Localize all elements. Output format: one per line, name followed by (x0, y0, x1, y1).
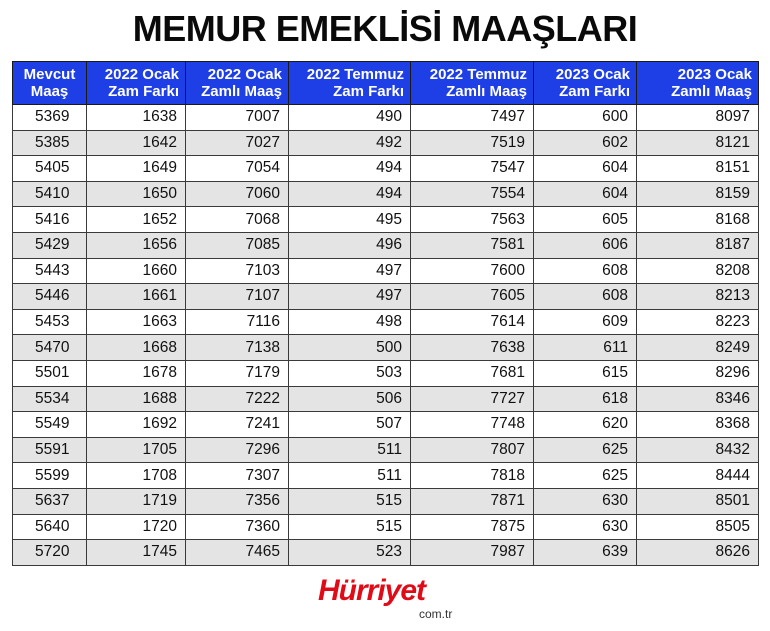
logo-domain: com.tr (419, 607, 453, 621)
table-cell: 7875 (411, 514, 534, 540)
table-cell: 1661 (87, 284, 186, 310)
table-cell: 515 (289, 488, 411, 514)
table-cell: 500 (289, 335, 411, 361)
table-cell: 8213 (637, 284, 759, 310)
salary-table (12, 61, 759, 566)
table-cell: 5429 (13, 232, 87, 258)
table-cell: 1660 (87, 258, 186, 284)
table-cell: 5443 (13, 258, 87, 284)
table-cell: 8121 (637, 130, 759, 156)
table-cell: 515 (289, 514, 411, 540)
table-cell: 1708 (87, 463, 186, 489)
table-cell: 7605 (411, 284, 534, 310)
table-cell: 611 (534, 335, 637, 361)
logo-wordmark: Hürriyet (318, 574, 426, 607)
table-cell: 618 (534, 386, 637, 412)
table-row (13, 207, 759, 233)
table-cell: 7554 (411, 181, 534, 207)
table-header-row (13, 62, 759, 105)
table-cell: 7465 (186, 540, 289, 566)
table-cell: 630 (534, 488, 637, 514)
table-row (13, 514, 759, 540)
table-cell: 1638 (87, 105, 186, 131)
table-row (13, 540, 759, 566)
table-cell: 600 (534, 105, 637, 131)
table-cell: 506 (289, 386, 411, 412)
table-cell: 5385 (13, 130, 87, 156)
table-cell: 608 (534, 258, 637, 284)
table-cell: 7614 (411, 309, 534, 335)
table-cell: 7296 (186, 437, 289, 463)
table-cell: 1663 (87, 309, 186, 335)
table-cell: 8626 (637, 540, 759, 566)
table-cell: 1656 (87, 232, 186, 258)
table-row (13, 284, 759, 310)
table-cell: 625 (534, 463, 637, 489)
table-cell: 7581 (411, 232, 534, 258)
table-cell: 8223 (637, 309, 759, 335)
table-cell: 1678 (87, 360, 186, 386)
table-cell: 609 (534, 309, 637, 335)
table-cell: 639 (534, 540, 637, 566)
table-cell: 8097 (637, 105, 759, 131)
table-cell: 7116 (186, 309, 289, 335)
table-row (13, 156, 759, 182)
table-cell: 494 (289, 156, 411, 182)
table-cell: 8159 (637, 181, 759, 207)
table-cell: 7307 (186, 463, 289, 489)
table-cell: 602 (534, 130, 637, 156)
table-cell: 7103 (186, 258, 289, 284)
table-cell: 7085 (186, 232, 289, 258)
table-cell: 1652 (87, 207, 186, 233)
table-cell: 7807 (411, 437, 534, 463)
header-2022-jul-salary: 2022 Temmuz Zamlı Maaş (411, 62, 534, 105)
table-row (13, 258, 759, 284)
table-cell: 630 (534, 514, 637, 540)
table-cell: 1745 (87, 540, 186, 566)
table-cell: 7027 (186, 130, 289, 156)
table-row (13, 386, 759, 412)
table-cell: 605 (534, 207, 637, 233)
table-cell: 497 (289, 258, 411, 284)
header-2022-jul-raise: 2022 Temmuz Zam Farkı (289, 62, 411, 105)
table-cell: 1705 (87, 437, 186, 463)
table-cell: 620 (534, 412, 637, 438)
table-row (13, 488, 759, 514)
table-cell: 8432 (637, 437, 759, 463)
table-cell: 496 (289, 232, 411, 258)
table-row (13, 437, 759, 463)
table-cell: 5599 (13, 463, 87, 489)
table-row (13, 105, 759, 131)
table-cell: 1719 (87, 488, 186, 514)
table-cell: 1649 (87, 156, 186, 182)
table-row (13, 335, 759, 361)
table-cell: 1642 (87, 130, 186, 156)
page-title: MEMUR EMEKLİSİ MAAŞLARI (132, 8, 638, 49)
table-cell: 5369 (13, 105, 87, 131)
table-cell: 7356 (186, 488, 289, 514)
table-cell: 7818 (411, 463, 534, 489)
table-cell: 7497 (411, 105, 534, 131)
table-cell: 7748 (411, 412, 534, 438)
table-cell: 7519 (411, 130, 534, 156)
table-cell: 8168 (637, 207, 759, 233)
table-cell: 7241 (186, 412, 289, 438)
header-2022-jan-salary: 2022 Ocak Zamlı Maaş (186, 62, 289, 105)
table-cell: 5640 (13, 514, 87, 540)
table-cell: 5591 (13, 437, 87, 463)
table-cell: 492 (289, 130, 411, 156)
table-cell: 7563 (411, 207, 534, 233)
table-cell: 7138 (186, 335, 289, 361)
table-cell: 5405 (13, 156, 87, 182)
table-cell: 1720 (87, 514, 186, 540)
table-cell: 5534 (13, 386, 87, 412)
table-cell: 7681 (411, 360, 534, 386)
table-cell: 8296 (637, 360, 759, 386)
header-2023-jan-salary: 2023 Ocak Zamlı Maaş (637, 62, 759, 105)
table-cell: 7638 (411, 335, 534, 361)
table-cell: 494 (289, 181, 411, 207)
table-cell: 511 (289, 463, 411, 489)
table-body (13, 105, 759, 566)
table-cell: 1650 (87, 181, 186, 207)
table-cell: 523 (289, 540, 411, 566)
table-cell: 7222 (186, 386, 289, 412)
table-cell: 7600 (411, 258, 534, 284)
table-cell: 503 (289, 360, 411, 386)
table-cell: 8151 (637, 156, 759, 182)
header-2022-jan-raise: 2022 Ocak Zam Farkı (87, 62, 186, 105)
table-cell: 604 (534, 181, 637, 207)
table-cell: 511 (289, 437, 411, 463)
table-cell: 497 (289, 284, 411, 310)
table-cell: 8249 (637, 335, 759, 361)
table-cell: 1668 (87, 335, 186, 361)
table-cell: 7871 (411, 488, 534, 514)
table-cell: 5501 (13, 360, 87, 386)
table-cell: 8208 (637, 258, 759, 284)
table-cell: 7987 (411, 540, 534, 566)
table-cell: 5416 (13, 207, 87, 233)
hurriyet-logo (318, 574, 458, 624)
header-2023-jan-raise: 2023 Ocak Zam Farkı (534, 62, 637, 105)
table-cell: 625 (534, 437, 637, 463)
table-cell: 8444 (637, 463, 759, 489)
table-cell: 1688 (87, 386, 186, 412)
table-cell: 7054 (186, 156, 289, 182)
table-row (13, 181, 759, 207)
table-cell: 7068 (186, 207, 289, 233)
table-cell: 7360 (186, 514, 289, 540)
table-row (13, 232, 759, 258)
table-cell: 7060 (186, 181, 289, 207)
table-row (13, 309, 759, 335)
table-cell: 8501 (637, 488, 759, 514)
table-cell: 5549 (13, 412, 87, 438)
table-cell: 507 (289, 412, 411, 438)
table-cell: 5720 (13, 540, 87, 566)
table-cell: 7547 (411, 156, 534, 182)
table-cell: 8505 (637, 514, 759, 540)
table-cell: 7107 (186, 284, 289, 310)
table-cell: 7727 (411, 386, 534, 412)
table-cell: 498 (289, 309, 411, 335)
table-cell: 7179 (186, 360, 289, 386)
table-row (13, 412, 759, 438)
table-cell: 8187 (637, 232, 759, 258)
table-cell: 1692 (87, 412, 186, 438)
table-cell: 5446 (13, 284, 87, 310)
table-cell: 495 (289, 207, 411, 233)
table-row (13, 360, 759, 386)
header-current-salary: Mevcut Maaş (13, 62, 87, 105)
table-cell: 5453 (13, 309, 87, 335)
table-cell: 5470 (13, 335, 87, 361)
table-row (13, 463, 759, 489)
table-cell: 5410 (13, 181, 87, 207)
table-cell: 7007 (186, 105, 289, 131)
table-cell: 615 (534, 360, 637, 386)
table-row (13, 130, 759, 156)
table-cell: 608 (534, 284, 637, 310)
table-cell: 8368 (637, 412, 759, 438)
table-cell: 604 (534, 156, 637, 182)
table-cell: 5637 (13, 488, 87, 514)
table-cell: 490 (289, 105, 411, 131)
table-cell: 606 (534, 232, 637, 258)
table-cell: 8346 (637, 386, 759, 412)
